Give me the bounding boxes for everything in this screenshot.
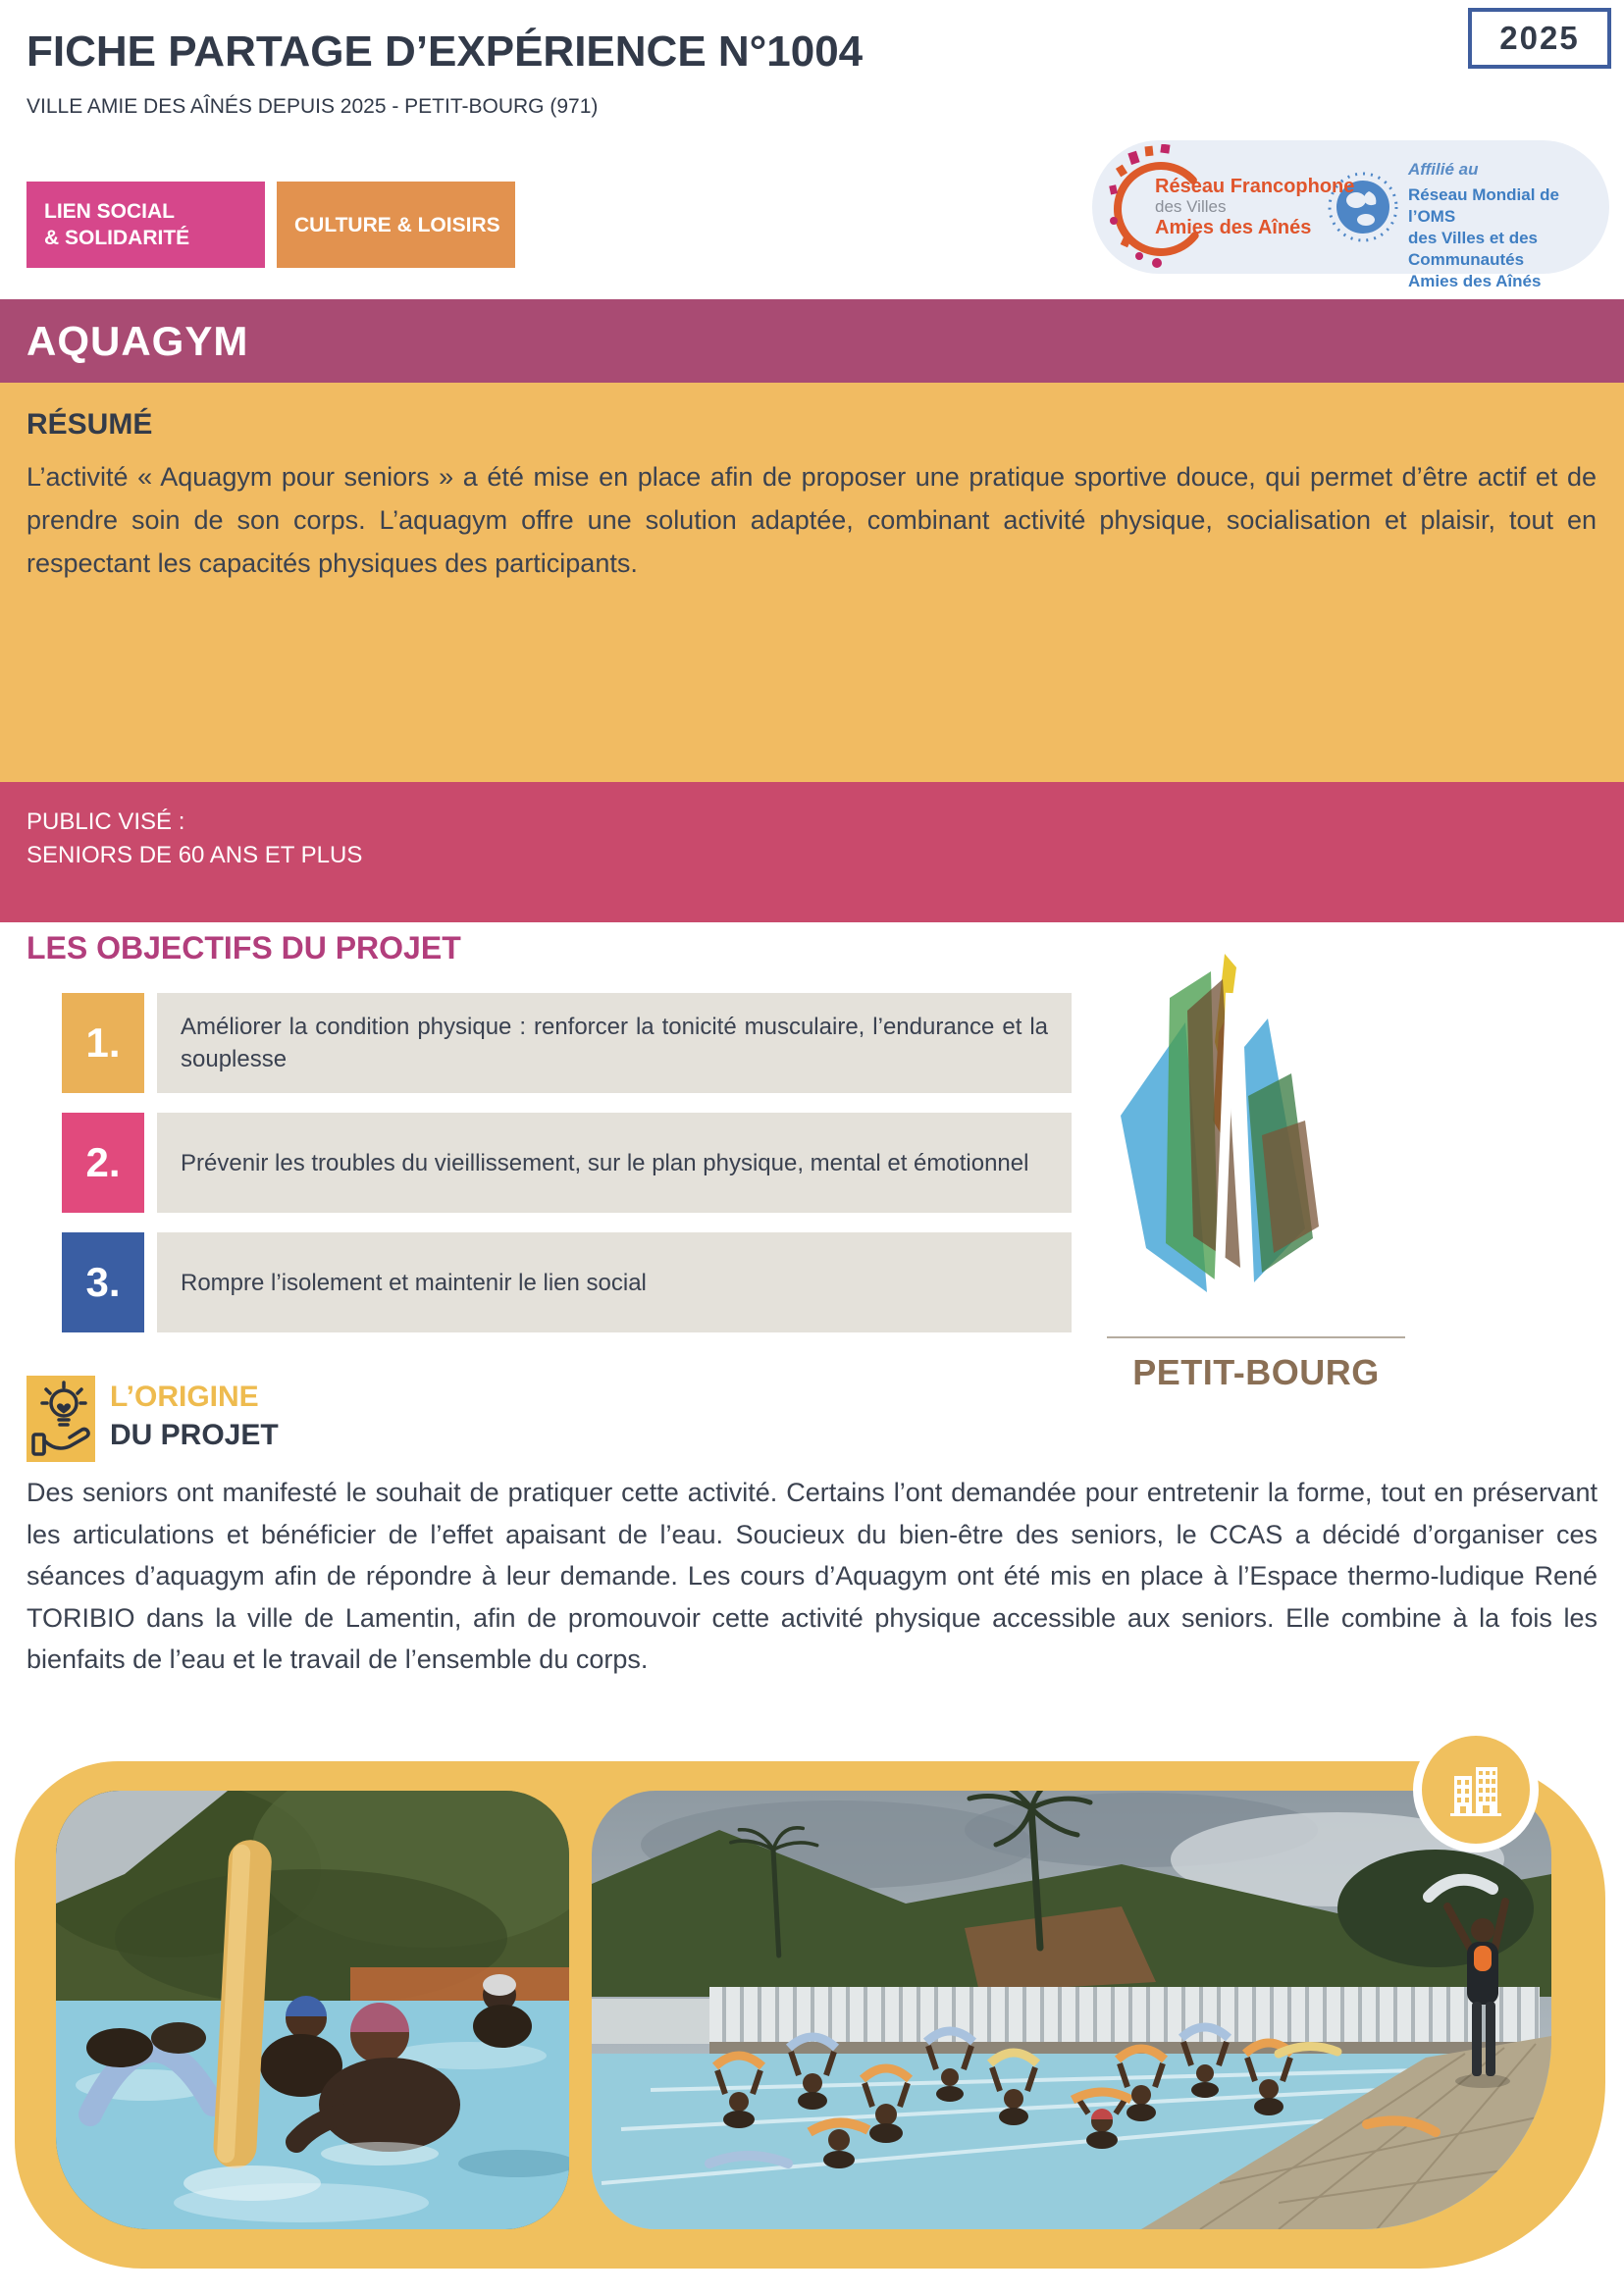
objectives-heading: LES OBJECTIFS DU PROJET xyxy=(26,930,461,965)
year-badge xyxy=(1468,8,1611,69)
origin-paragraph: Des seniors ont manifesté le souhait de pratiquer cette activité. Certains l’ont demandée pour entretenir la forme, tout en préservant les articulations et bénéficier de l’effet apaisant de l’eau. Soucieux du bien-être des seniors, le CCAS a décidé d’organiser ces séances d’aquagym afin de répondre à leur demande. Les cours d’Aquagym ont été mis en place à l’Espace thermo-ludique René TORIBIO dans la ville de Lamentin, afin de promouvoir cette activité physique accessible aux seniors. Elle combine à la fois les bienfaits de l’eau et le travail de l’ensemble du corps. xyxy=(26,1478,1598,1674)
objective-text: Prévenir les troubles du vieillissement, sur le plan physique, mental et émotionnel xyxy=(181,1149,1029,1176)
page-title: FICHE PARTAGE D’EXPÉRIENCE N°1004 xyxy=(26,27,864,76)
tag-label-line: & SOLIDARITÉ xyxy=(44,227,190,249)
origin-heading xyxy=(110,1378,279,1454)
public-vise-band xyxy=(0,782,1624,922)
resume-section xyxy=(0,383,1624,782)
oms-affiliation-text xyxy=(1408,160,1609,292)
oms-line: Affilié au xyxy=(1408,160,1479,179)
oms-line: Réseau Mondial de l’OMS xyxy=(1408,185,1559,226)
public-vise-label: PUBLIC VISÉ : xyxy=(26,809,185,835)
petit-bourg-sails-logo xyxy=(1109,954,1344,1327)
rfvaa-line: des Villes xyxy=(1155,197,1227,216)
year-badge-label: 2025 xyxy=(1499,20,1580,56)
activity-title: AQUAGYM xyxy=(26,317,249,364)
buildings-icon-badge xyxy=(1413,1727,1539,1852)
objective-text: Améliorer la condition physique : renforcer la tonicité musculaire, l’endurance et la souplesse xyxy=(181,1014,1048,1072)
origin-heading-line1: L’ORIGINE xyxy=(110,1381,259,1413)
city-logo-divider xyxy=(1107,1336,1405,1338)
rfvaa-line: Amies des Aînés xyxy=(1155,217,1312,238)
resume-paragraph: L’activité « Aquagym pour seniors » a été mise en place afin de proposer une pratique sportive douce, qui permet d’être actif et de prendre soin de son corps. L’aquagym offre une solution adaptée, combinant activité physique, socialisation et plaisir, tout en respectant les capacités physiques des participants. xyxy=(26,462,1597,578)
rfvaa-line: Réseau Francophone xyxy=(1155,176,1355,197)
tag-culture-loisirs xyxy=(277,182,515,268)
photo-card xyxy=(15,1761,1605,2269)
objective-number-badge: 3. xyxy=(62,1232,144,1332)
tag-lien-social-solidarite xyxy=(26,182,265,268)
photo-aquagym-group xyxy=(592,1791,1551,2229)
public-vise-value: SENIORS DE 60 ANS ET PLUS xyxy=(26,842,363,868)
city-logo-name: PETIT-BOURG xyxy=(1132,1352,1380,1392)
activity-banner xyxy=(0,299,1624,383)
objective-text: Rompre l’isolement et maintenir le lien social xyxy=(181,1269,647,1296)
network-affiliation-badge xyxy=(1092,140,1609,290)
oms-line: Amies des Aînés xyxy=(1408,272,1542,290)
objective-text-box xyxy=(157,993,1072,1093)
hand-lightbulb-icon xyxy=(26,1376,95,1462)
resume-heading: RÉSUMÉ xyxy=(26,408,153,441)
oms-line: des Villes et des Communautés xyxy=(1408,229,1538,269)
objective-number-badge: 1. xyxy=(62,993,144,1093)
objective-text-box xyxy=(157,1113,1072,1213)
theme-tags xyxy=(26,182,515,268)
objective-text-box xyxy=(157,1232,1072,1332)
tag-label-line: LIEN SOCIAL xyxy=(44,200,176,223)
photo-aquagym-closeup xyxy=(56,1791,569,2229)
tag-label-line: CULTURE & LOISIRS xyxy=(294,213,500,236)
origin-heading-line2: DU PROJET xyxy=(110,1419,279,1451)
rfvaa-logo-text xyxy=(1155,176,1354,238)
objective-number-badge: 2. xyxy=(62,1113,144,1213)
page-subtitle: VILLE AMIE DES AÎNÉS DEPUIS 2025 - PETIT-BOURG (971) xyxy=(26,95,599,118)
buildings-icon xyxy=(1446,1760,1505,1819)
